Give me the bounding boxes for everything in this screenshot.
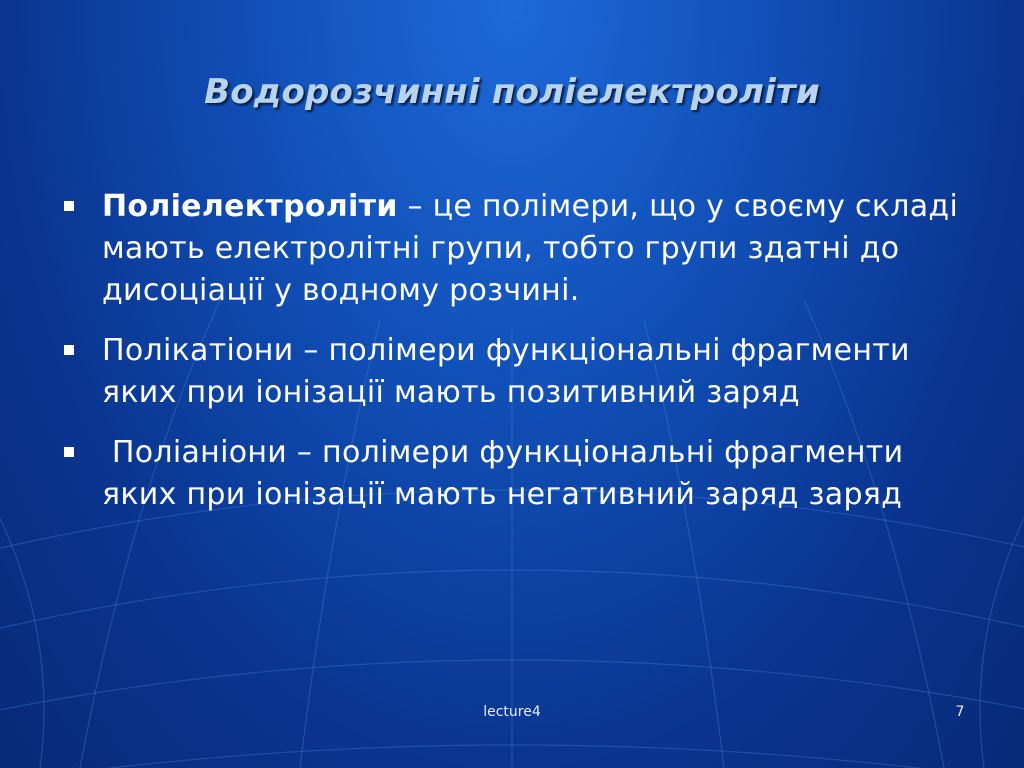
bullet-term: Поліелектроліти xyxy=(102,189,398,224)
bullet-item-polycations xyxy=(62,330,962,414)
bullet-list xyxy=(62,186,962,534)
slide-title: Водорозчинні поліелектроліти xyxy=(204,72,820,112)
footer-label: lecture4 xyxy=(483,704,541,720)
bullet-text: Полікатіони – полімери функціональні фрагменти яких при іонізації мають позитивний заряд xyxy=(102,333,910,410)
square-bullet-icon xyxy=(64,201,74,211)
square-bullet-icon xyxy=(64,345,74,355)
bullet-text: Поліаніони – полімери функціональні фрагменти яких при іонізації мають негативний заряд заряд xyxy=(102,435,914,512)
square-bullet-icon xyxy=(64,447,74,457)
bullet-item-polyelectrolytes xyxy=(62,186,962,312)
slide-number: 7 xyxy=(955,704,965,720)
bullet-text: – це полімери, що у своєму складі мають електролітні групи, тобто групи здатні до дисоціації у водному розчині. xyxy=(102,189,959,308)
bullet-item-polyanions xyxy=(62,432,962,516)
